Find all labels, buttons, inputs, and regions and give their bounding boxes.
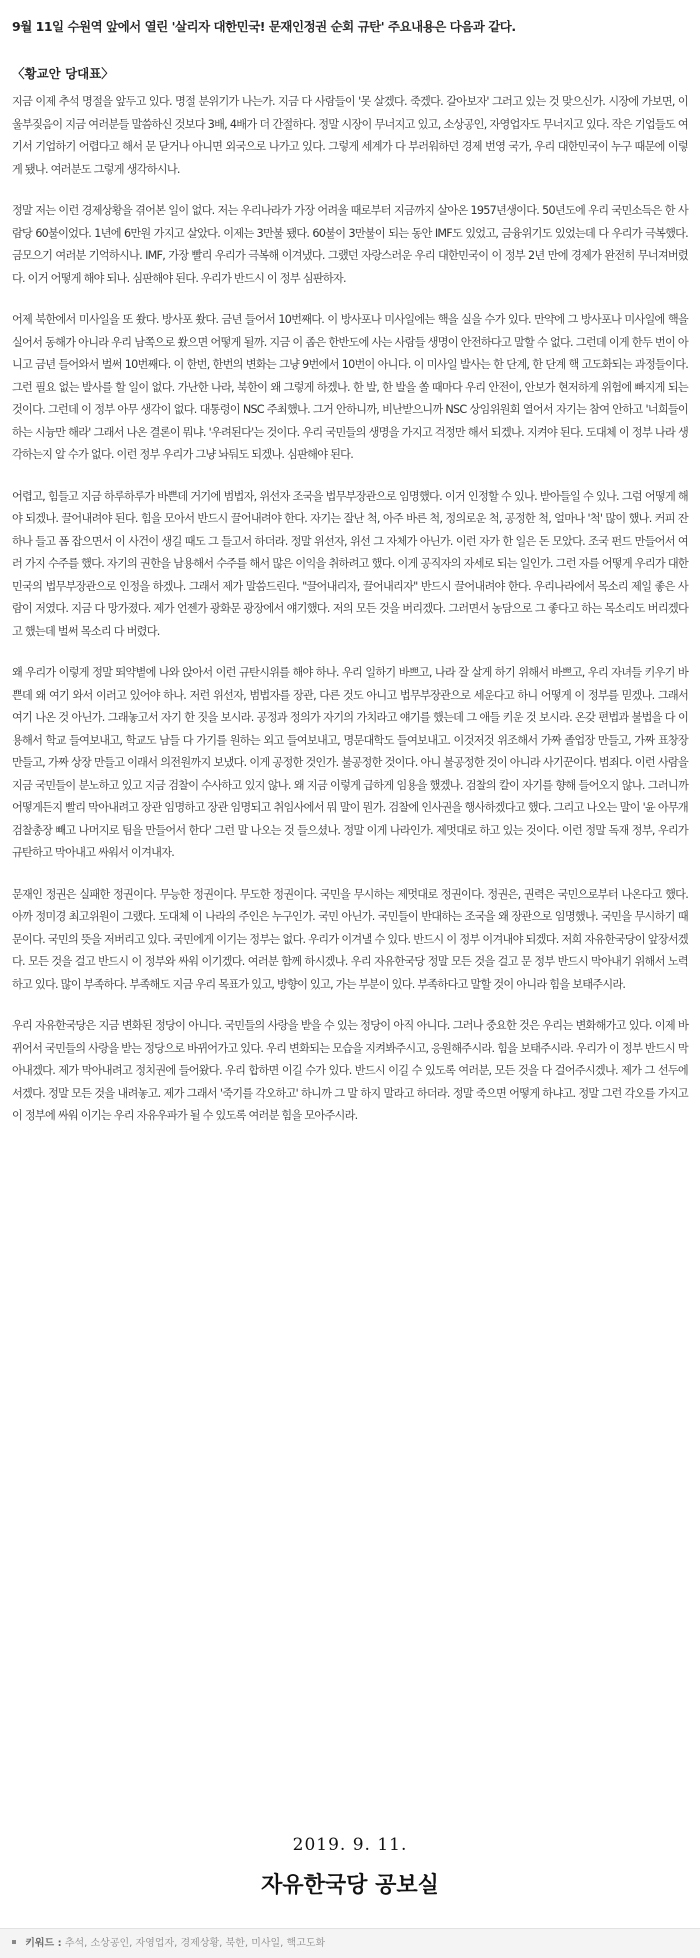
keywords-list: 추석, 소상공인, 자영업자, 경제상황, 북한, 미사일, 핵고도화 [64, 1938, 326, 1949]
speaker-label: 〈황교안 당대표〉 [12, 66, 114, 81]
paragraph: 어제 북한에서 미사일을 또 쐈다. 방사포 쐈다. 금년 들어서 10번째다. 이 방사포나 미사일에는 핵을 실을 수가 있다. 만약에 그 방사포나 미사일에 핵을 실어서 동해가 아니라 우리 남쪽으로 쐈으면 어떻게 될까. 지금 이 좁은 한반도에 사는 사람들 생명이 안전하다고 말할 수 없다. 그런데 이게 한두 번이 아니고 금년 들어와서 벌써 10번째다. 이 한번, 한번의 변화는 그냥 9번에서 10번이 아니다. 이 미사일 발사는 한 단계, 한 단계 핵 고도화되는 과정들이다. 그런 필요 없는 발사를 할 일이 없다. 가난한 나라, 북한이 왜 그렇게 하겠나. 한 발, 한 발을 쏠 때마다 우리 안전이, 안보가 현저하게 위험에 빠지게 되는 것이다. 그런데 이 정부 아무 생각이 없다. 대통령이 NSC 주최했나. 그거 안하니까, 비난받으니까 NSC 상임위원회 열어서 자기는 참여 안하고 '너희들이 하는 시늉만 해라' 그래서 나온 결론이 뭐냐. '우려된다'는 것이다. 우리 국민들의 생명을 가지고 걱정만 해서 되겠나. 지켜야 된다. 도대체 이 정부 나라 생각하는지 알 수가 없다. 이런 정부 우리가 그냥 놔둬도 되겠나. 심판해야 된다. [12, 313, 688, 461]
paragraph: 지금 이제 추석 명절을 앞두고 있다. 명절 분위기가 나는가. 지금 다 사람들이 '못 살겠다. 죽겠다. 갈아보자' 그러고 있는 것 맞으신가. 시장에 가보면, 이 울부짖음이 지금 여러분들 말씀하신 것보다 3배, 4배가 더 간절하다. 정말 시장이 무너지고 있고, 소상공인, 자영업자도 무너지고 있다. 작은 기업들도 여기서 기업하기 어렵다고 해서 문 닫거나 아니면 외국으로 나가고 있다. 그렇게 세계가 다 부러워하던 경제 번영 국가, 우리 대한민국이 누구 때문에 이렇게 됐나. 여러분도 그렇게 생각하시나. [12, 95, 688, 176]
paragraph: 정말 저는 이런 경제상황을 겪어본 일이 없다. 저는 우리나라가 가장 어려울 때로부터 지금까지 살아온 1957년생이다. 50년도에 우리 국민소득은 한 사람당 60불이었다. 1년에 6만원 가지고 살았다. 이제는 3만불 됐다. 60불이 3만불이 되는 동안 IMF도 있었고, 금융위기도 있었는데 다 우리가 극복했다. 금모으기 여러분 기억하시나. IMF, 가장 빨리 우리가 극복해 이겨냈다. 그랬던 자랑스러운 우리 대한민국이 이 정부 2년 만에 경제가 완전히 무너져버렸다. 이거 어떻게 해야 되나. 심판해야 된다. 우리가 반드시 이 정부 심판하자. [12, 204, 688, 285]
release-date: 2019. 9. 11. [292, 1835, 408, 1855]
paragraph: 왜 우리가 이렇게 정말 뙤약볕에 나와 앉아서 이런 규탄시위를 해야 하나. 우리 일하기 바쁘고, 나라 잘 살게 하기 위해서 바쁘고, 우리 자녀들 키우기 바쁜데 왜 여기 와서 이러고 있어야 하나. 저런 위선자, 범법자를 장관, 다른 것도 아니고 법무부장관으로 세운다고 하니 어떻게 이 정부를 믿겠나. 그래서 여기 나온 것 아닌가. 그래놓고서 자기 한 짓을 보시라. 공정과 정의가 자기의 가치라고 얘기를 했는데 그 애들 키운 것 보시라. 온갖 편법과 불법을 다 이용해서 학교 들여보내고, 학교도 남들 다 가기를 원하는 외고 들여보내고, 명문대학도 들여보내고. 이것저것 위조해서 가짜 졸업장 만들고, 가짜 표창장 만들고, 가짜 상장 만들고 이래서 의전원까지 보냈다. 이게 공정한 것인가. 불공정한 것이다. 아니 불공정한 것이 아니라 사기꾼이다. 범죄다. 이런 사람을 지금 국민들이 분노하고 있고 지금 검찰이 수사하고 있지 않나. 왜 지금 이렇게 급하게 임용을 했겠나. 검찰의 칼이 자기를 향해 들어오지 않나. 그러니까 어떻게든지 빨리 막아내려고 장관 임명하고 장관 임명되고 취임사에서 뭐 말이 뭔가. 검찰에 인사권을 행사하겠다고 했다. 그리고 나오는 말이 '윤 아무개 검찰총장 빼고 나머지로 팀을 만들어서 한다' 그런 말 나오는 것 들으셨나. 정말 이게 나라인가. 제멋대로 하고 있는 것이다. 이런 정말 독재 정부, 우리가 규탄하고 막아내고 싸워서 이겨내자. [12, 666, 688, 859]
speech-body [12, 91, 688, 1147]
square-bullet-icon [12, 1940, 16, 1944]
keywords-label: 키워드 : [25, 1938, 62, 1949]
issuing-organization: 자유한국당 공보실 [261, 1873, 439, 1898]
paragraph: 어렵고, 힘들고 지금 하루하루가 바쁜데 거기에 범법자, 위선자 조국을 법무부장관으로 임명했다. 이거 인정할 수 있나. 받아들일 수 있나. 그럼 어떻게 해야 되겠나. 끌어내려야 된다. 힘을 모아서 반드시 끌어내려야 한다. 자기는 잘난 척, 아주 바른 척, 정의로운 척, 공정한 척, 얼마나 '척' 많이 했나. 커피 잔 하나 들고 폼 잡으면서 이 사건이 생길 때도 그 들고서 하더라. 정말 위선자, 위선 그 자체가 아닌가. 이런 자가 한 일은 돈 모았다. 조국 펀드 만들어서 여러 가지 수주를 했다. 자기의 권한을 남용해서 수주를 해서 많은 이익을 취하려고 했다. 이게 공직자의 자세로 되는 일인가. 그런 자를 어떻게 우리가 대한민국의 법무부장관으로 인정을 하겠나. 그래서 제가 말씀드린다. "끌어내리자, 끌어내리자" 반드시 끌어내려야 한다. 우리나라에서 목소리 제일 좋은 사람이 저였다. 지금 다 망가졌다. 제가 언젠가 광화문 광장에서 얘기했다. 저의 모든 것을 버리겠다. 그러면서 농담으로 그 좋다고 하는 목소리도 버리겠다고 했는데 벌써 목소리 다 버렸다. [12, 489, 688, 638]
paragraph: 문재인 정권은 실패한 정권이다. 무능한 정권이다. 무도한 정권이다. 국민을 무시하는 제멋대로 정권이다. 정권은, 권력은 국민으로부터 나온다고 했다. 아까 정미경 최고위원이 그랬다. 도대체 이 나라의 주인은 누구인가. 국민 아닌가. 국민들이 반대하는 조국을 왜 장관으로 임명했나. 국민을 무시하기 때문이다. 국민의 뜻을 저버리고 있다. 국민에게 이기는 정부는 없다. 우리가 이겨낼 수 있다. 반드시 이 정부 이겨내야 되겠다. 저희 자유한국당이 앞장서겠다. 모든 것을 걸고 반드시 이 정부와 싸워 이기겠다. 여러분 함께 하시겠나. 우리 자유한국당 정말 모든 것을 걸고 문 정부 반드시 막아내기 위해서 노력하고 있다. 많이 부족하다. 부족해도 지금 우리 목표가 있고, 방향이 있고, 가는 부분이 있다. 부족하다고 말할 것이 아니라 힘을 보태주시라. [12, 887, 688, 991]
keywords-bar [0, 1928, 700, 1958]
paragraph: 우리 자유한국당은 지금 변화된 정당이 아니다. 국민들의 사랑을 받을 수 있는 정당이 아직 아니다. 그러나 중요한 것은 우리는 변화해가고 있다. 이제 바뀌어서 국민들의 사랑을 받는 정당으로 바뀌어가고 있다. 우리 변화되는 모습을 지켜봐주시고, 응원해주시라. 힘을 보태주시라. 우리가 이 정부 반드시 막아내겠다. 제가 막아내려고 정치권에 들어왔다. 우리 합하면 이길 수가 있다. 반드시 이길 수 있도록 여러분, 모든 것을 다 걸어주시겠나. 제가 그 선두에 서겠다. 정말 모든 것을 내려놓고. 제가 그래서 '죽기를 각오하고' 하니까 그 말 하지 말라고 하더라. 정말 죽으면 어떻게 하냐고. 정말 그런 각오를 가지고 이 정부에 싸워 이기는 우리 자유우파가 될 수 있도록 여러분 힘을 모아주시라. [12, 1019, 688, 1122]
intro-heading: 9월 11일 수원역 앞에서 열린 '살리자 대한민국! 문재인정권 순회 규탄' 주요내용은 다음과 같다. [12, 19, 516, 34]
